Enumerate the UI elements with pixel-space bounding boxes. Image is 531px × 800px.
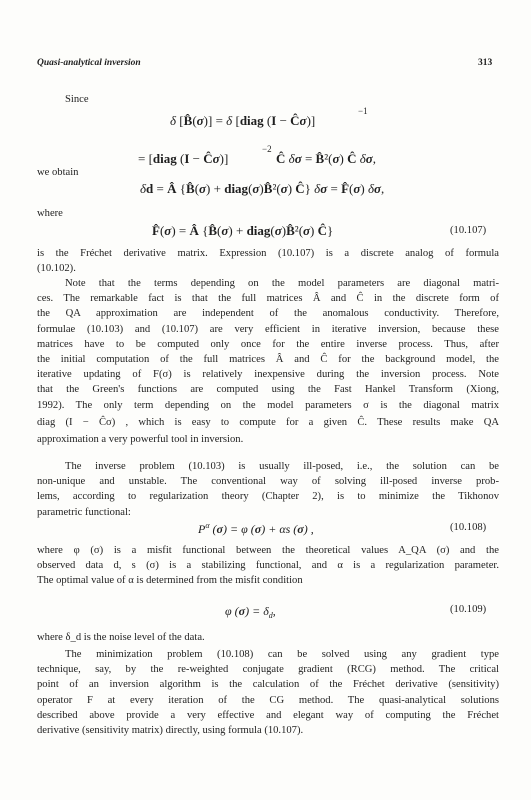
text-line: operator F at every iteration of the CG method. The quasi-analytical solutions [37,694,499,706]
text-line: described above provide a very effective and elegant way of computing the Fréchet [37,709,499,721]
text-line: is the Fréchet derivative matrix. Expression (10.107) is a discrete analog of formula [37,248,499,259]
text-line: Note that the terms depending on the model parameters are diagonal matri- [65,278,499,289]
equation-5 [225,600,325,622]
equation-4 [198,518,398,540]
text-line: 1992). The only term depending on the model parameters σ is the diagonal matrix [37,399,499,411]
text-line: point of an inversion algorithm is the calculation of the Fréchet derivative (sensitivity) [37,679,499,691]
svg-text:F̂(σ) = Â {B̂(σ) + diag(σ)B̂²(: F̂(σ) = Â {B̂(σ) + diag(σ)B̂²(σ) Ĉ} [152,223,334,238]
text-line: that the Green's functions are computed using the Fast Hankel Transform (Xiong, [37,384,499,396]
text-line: The minimization problem (10.108) can be solved using any gradient type [65,649,499,660]
svg-text:Pα (σ) = φ (σ) + αs (σ) ,: $P^\alpha$ (σ) = φ (σ) + αs (σ) , [198,521,314,536]
svg-text:δ [B̂(σ)] = δ [diag (I − Ĉσ)]: δ [B̂(σ)] = δ [diag (I − Ĉσ)] [170,113,316,128]
equation-1 [110,100,430,178]
page-number: 313 [478,58,493,68]
text-line: parametric functional: [37,506,131,518]
equation-number-10-109: (10.109) [450,604,487,615]
text-line: iterative updating of F(σ) is relatively inexpensive during the inversion process. Note [37,369,499,381]
text-line: approximation a very powerful tool in inversion. [37,433,244,445]
paragraph-frechet [37,246,499,276]
we-obtain-text: we obtain [37,167,79,178]
text-line: derivative (sensitivity matrix) directly, using formula (10.107). [37,725,304,737]
text-line: formulae (10.103) and (10.107) are very efficient in iterative inversion, because these [37,323,499,335]
text-line: (10.102). [37,263,76,275]
text-line: lems, according to regularization theory (Chapter 2), is to minimize the Tikhonov [37,491,499,503]
text-line: the QA approximation are independent of the anomalous conductivity. Therefore, [37,308,499,320]
svg-text:Ĉ δσ = B̂²(σ) Ĉ δσ,: Ĉ δσ = B̂²(σ) Ĉ δσ, [276,151,377,166]
text-line: The inverse problem (10.103) is usually ill-posed, i.e., the solution can be [65,461,499,472]
equation-3 [152,218,392,242]
noise-level-text: where δ_d is the noise level of the data. [37,632,205,643]
equation-number-10-108: (10.108) [450,522,487,533]
paragraph-inverse-problem [37,459,499,520]
text-line: diag (I − Ĉσ) , which is easy to compute for a given Ĉ. These results make QA [37,416,499,428]
equation-number-10-107: (10.107) [450,225,487,236]
svg-text:δd = Â {B̂(σ) + diag(σ)B̂²(σ): δd = Â {B̂(σ) + diag(σ)B̂²(σ) Ĉ} δσ = F̂(σ) δσ, [140,181,385,196]
text-line: The optimal value of α is determined from the misfit condition [37,575,303,587]
text-line: technique, say, by the re-weighted conjugate gradient (RCG) method. The critical [37,664,499,676]
where-text: where [37,208,63,219]
text-line: observed data d, s (σ) is a stabilizing functional, and α is a regularization parameter. [37,560,499,572]
paragraph-minimization [37,647,499,738]
svg-text:φ (σ) = δd,: φ $(\sigma) = \delta_d$, [225,604,276,620]
since-text: Since [65,94,89,105]
paragraph-note [37,276,499,447]
running-title: Quasi-analytical inversion [37,58,141,68]
equation-2 [140,176,440,200]
paragraph-misfit [37,543,499,589]
text-line: the initial computation of the full matrices Â and Ĉ for the background model, the [37,354,499,366]
svg-text:= [diag (I − Ĉσ)]: = [diag (I − Ĉσ)] [138,151,229,166]
svg-text:−1: −1 [358,106,368,116]
svg-text:−2: −2 [262,144,272,154]
text-line: where φ (σ) is a misfit functional between the theoretical values A_QA (σ) and the [37,545,499,556]
equation-1-line-1-text [0,0,1,1]
text-line: non-unique and unstable. The conventional way of solving ill-posed inverse prob- [37,476,499,488]
text-line: matrices have to be computed only once for the entire inverse process. Thus, after [37,338,499,350]
text-line: ces. The remarkable fact is that the full matrices Â and Ĉ in the discrete form of [37,293,499,305]
